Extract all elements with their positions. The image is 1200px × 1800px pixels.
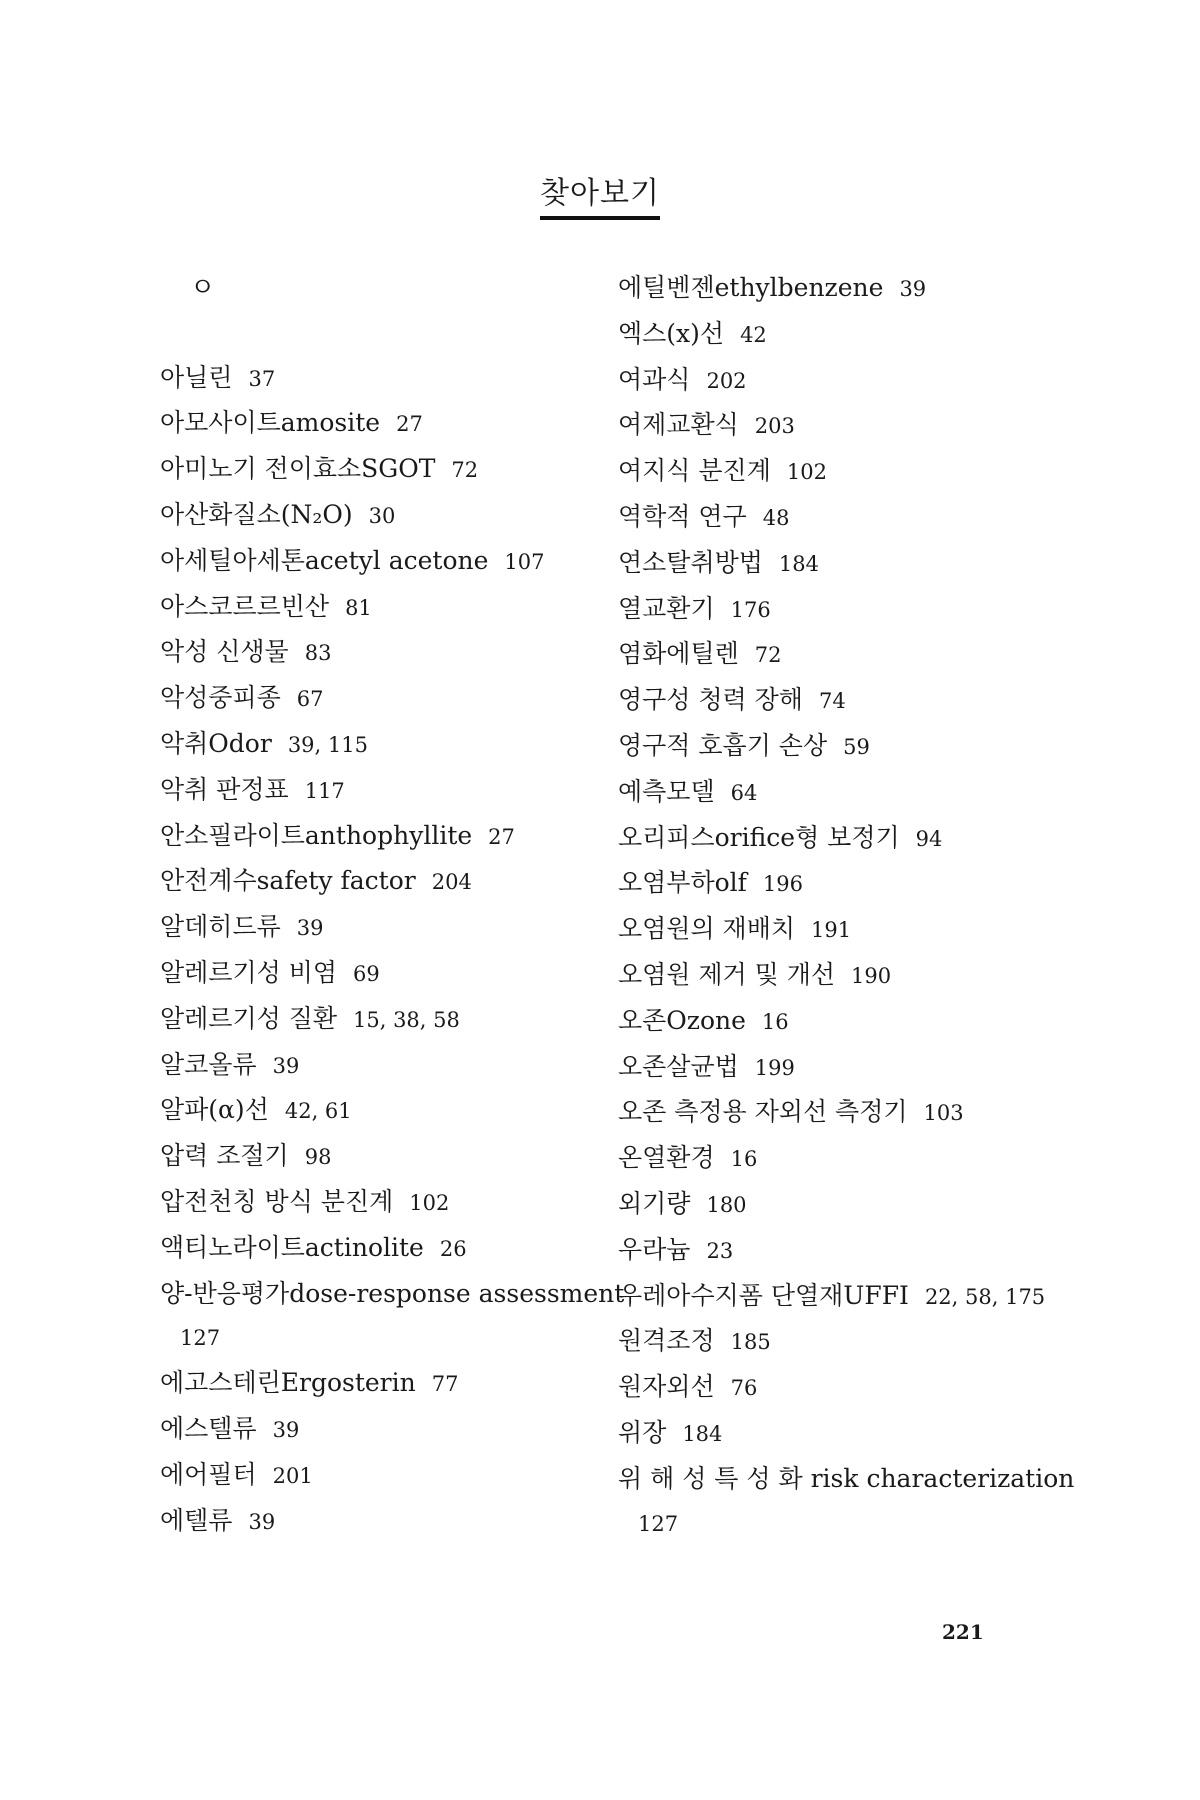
index-page-refs: 30 (368, 503, 396, 528)
index-page-refs: 27 (488, 824, 515, 849)
index-page-refs: 72 (754, 643, 782, 668)
index-entry (160, 951, 590, 997)
index-page-refs: 39 (296, 916, 324, 941)
index-entry (618, 266, 1088, 312)
index-entry (160, 1453, 590, 1499)
index-page-refs: 16 (730, 1147, 758, 1172)
index-entry (160, 814, 590, 860)
index-page-refs: 103 (923, 1101, 964, 1126)
index-term: 액티노라이트actinolite (160, 1232, 424, 1262)
index-term: 온열환경 (618, 1143, 715, 1173)
index-page-refs: 26 (439, 1236, 467, 1261)
index-term: 에틸벤젠ethylbenzene (618, 273, 884, 302)
index-page-refs: 64 (730, 780, 758, 805)
index-term: 알레르기성 질환 (160, 1003, 337, 1033)
index-entry (618, 770, 1088, 816)
index-entry (618, 999, 1088, 1045)
index-term: 안소필라이트anthophyllite (160, 820, 473, 850)
index-page-refs: 102 (786, 460, 827, 485)
index-page-refs: 102 (409, 1190, 450, 1215)
index-entry (618, 495, 1088, 541)
index-page-refs: 127 (638, 1511, 679, 1536)
index-entry (160, 1361, 590, 1407)
index-page-refs: 204 (431, 870, 472, 895)
index-page-refs: 39, 115 (287, 732, 368, 757)
index-entry (160, 585, 590, 631)
index-entry (618, 1365, 1088, 1411)
index-term: 악성 신생물 (160, 637, 289, 667)
index-page-refs: 94 (915, 826, 943, 851)
index-entry (160, 1134, 590, 1180)
index-term: 염화에틸렌 (618, 639, 739, 669)
index-page-refs: 83 (304, 641, 332, 666)
index-entry (618, 953, 1088, 999)
index-column-right (618, 266, 1088, 1546)
index-entry (160, 447, 590, 493)
index-term: 열교환기 (618, 593, 715, 623)
index-page-refs: 27 (396, 412, 423, 437)
page-number: 221 (942, 1620, 984, 1644)
index-page-refs: 203 (754, 414, 795, 439)
index-term: 엑스(x)선 (618, 318, 725, 348)
index-term: 악취Odor (160, 728, 272, 758)
index-page-refs: 23 (706, 1238, 734, 1263)
index-entry (160, 401, 590, 447)
index-entry (160, 676, 590, 722)
index-entry (160, 1499, 590, 1545)
index-entry (618, 449, 1088, 495)
index-term: 원격조정 (618, 1326, 715, 1356)
index-term: 예측모델 (618, 776, 715, 806)
index-term: 위 해 성 특 성 화 risk characterization (618, 1463, 1075, 1493)
index-term: 아모사이트amosite (160, 408, 381, 438)
index-term: 여과식 (618, 364, 691, 394)
index-term: 에고스테린Ergosterin (160, 1368, 416, 1398)
index-entry (160, 1226, 590, 1272)
index-page-refs: 77 (431, 1372, 459, 1397)
index-entry (160, 356, 590, 402)
index-term: 영구적 호흡기 손상 (618, 730, 828, 760)
index-entry (618, 724, 1088, 770)
index-term: 우레아수지폼 단열재UFFI (618, 1280, 909, 1310)
index-entry (618, 861, 1088, 907)
index-page-refs: 180 (706, 1192, 747, 1217)
index-page-refs: 42, 61 (284, 1099, 352, 1124)
index-page-refs: 76 (730, 1376, 758, 1401)
index-entry (160, 768, 590, 814)
index-term: 오리피스orifice형 보정기 (618, 822, 900, 852)
index-term: 오염부하olf (618, 868, 747, 898)
index-page-refs: 67 (296, 687, 324, 712)
index-page-refs: 176 (730, 597, 771, 622)
index-term: 아닐린 (160, 362, 233, 392)
index-term: 오존Ozone (618, 1005, 746, 1035)
index-page-refs: 48 (762, 505, 790, 530)
index-entry (618, 312, 1088, 358)
index-entry (618, 1411, 1088, 1457)
index-page-refs: 37 (248, 366, 276, 391)
index-entry (618, 678, 1088, 724)
index-term: 영구성 청력 장해 (618, 685, 803, 715)
index-term: 여제교환식 (618, 410, 739, 440)
index-page-refs: 107 (504, 549, 545, 574)
index-term: 안전계수safety factor (160, 866, 416, 896)
index-entry (618, 1228, 1088, 1274)
index-term: 아산화질소(N₂O) (160, 499, 353, 529)
index-term: 악성중피종 (160, 683, 281, 713)
index-page-refs: 184 (778, 551, 819, 576)
index-page-refs: 39 (248, 1509, 276, 1534)
index-page-refs: 199 (754, 1055, 795, 1080)
index-term: 원자외선 (618, 1372, 715, 1402)
index-term: 압전천칭 방식 분진계 (160, 1186, 394, 1216)
index-term: 아세틸아세톤acetyl acetone (160, 545, 489, 575)
index-page-refs: 81 (345, 595, 372, 620)
index-entry (618, 632, 1088, 678)
index-term: 아스코르르빈산 (160, 591, 330, 621)
index-entry (160, 493, 590, 539)
index-entry (618, 1457, 1088, 1547)
index-entry (618, 1090, 1088, 1136)
index-term: 오염원의 재배치 (618, 914, 795, 944)
index-page-refs: 22, 58, 175 (924, 1284, 1046, 1309)
index-entry (618, 1182, 1088, 1228)
index-page-refs: 39 (272, 1417, 300, 1442)
index-entry (618, 1045, 1088, 1091)
index-term: 압력 조절기 (160, 1141, 289, 1171)
index-term: 여지식 분진계 (618, 456, 771, 486)
index-term: 위장 (618, 1417, 667, 1447)
index-entry (618, 1136, 1088, 1182)
index-term: 아미노기 전이효소SGOT (160, 454, 436, 484)
index-entry (618, 403, 1088, 449)
index-term: 오존 측정용 자외선 측정기 (618, 1097, 908, 1127)
index-page-refs: 74 (818, 689, 846, 714)
index-entry (160, 859, 590, 905)
index-entry (160, 722, 590, 768)
index-page-refs: 16 (761, 1009, 789, 1034)
index-term: 알레르기성 비염 (160, 957, 337, 987)
index-page-refs: 98 (304, 1145, 332, 1170)
index-entry (160, 997, 590, 1043)
index-page-refs: 117 (304, 778, 345, 803)
index-page-refs: 72 (451, 458, 479, 483)
index-entry (618, 907, 1088, 953)
index-entry (618, 1274, 1088, 1320)
index-term: 에어필터 (160, 1459, 257, 1489)
page-title: 찾아보기 (540, 168, 660, 220)
index-page-refs: 191 (811, 918, 852, 943)
index-page-refs: 127 (180, 1326, 221, 1351)
index-term: 연소탈취방법 (618, 547, 763, 577)
index-page-refs: 196 (762, 872, 803, 897)
index-term: 악취 판정표 (160, 774, 289, 804)
index-page-refs: 39 (899, 277, 927, 301)
index-page-refs: 42 (740, 322, 767, 347)
index-entry (618, 358, 1088, 404)
index-entry (160, 1088, 590, 1134)
index-page-refs: 184 (682, 1421, 723, 1446)
index-entry (160, 1407, 590, 1453)
index-term: 오염원 제거 및 개선 (618, 959, 836, 989)
index-page-refs: 15, 38, 58 (353, 1007, 460, 1032)
index-entry (160, 1043, 590, 1089)
index-term: 역학적 연구 (618, 501, 747, 531)
index-page-refs: 202 (706, 368, 747, 393)
index-term: 알데히드류 (160, 912, 281, 942)
index-entry (618, 1319, 1088, 1365)
index-page-refs: 69 (353, 961, 380, 986)
index-term: 양-반응평가dose-response assessment (160, 1278, 625, 1308)
index-entry (618, 541, 1088, 587)
index-term: 오존살균법 (618, 1051, 739, 1081)
index-entry (160, 1180, 590, 1226)
index-page-refs: 59 (843, 734, 870, 759)
index-entry (160, 539, 590, 585)
index-page-refs: 39 (272, 1053, 300, 1078)
index-column-left (160, 266, 625, 1544)
section-letter: ㅇ (190, 273, 216, 303)
index-entry (618, 816, 1088, 862)
index-entry (160, 905, 590, 951)
index-term: 외기량 (618, 1188, 691, 1218)
index-entry (160, 1272, 625, 1362)
index-page-refs: 185 (730, 1330, 771, 1355)
index-entry (618, 587, 1088, 633)
index-page-refs: 190 (851, 963, 892, 988)
index-entry (160, 630, 590, 676)
index-term: 알코올류 (160, 1049, 257, 1079)
index-page-refs: 201 (272, 1463, 313, 1488)
index-term: 알파(α)선 (160, 1095, 269, 1125)
index-term: 에텔류 (160, 1505, 233, 1535)
index-term: 에스텔류 (160, 1413, 257, 1443)
index-term: 우라늄 (618, 1234, 691, 1264)
